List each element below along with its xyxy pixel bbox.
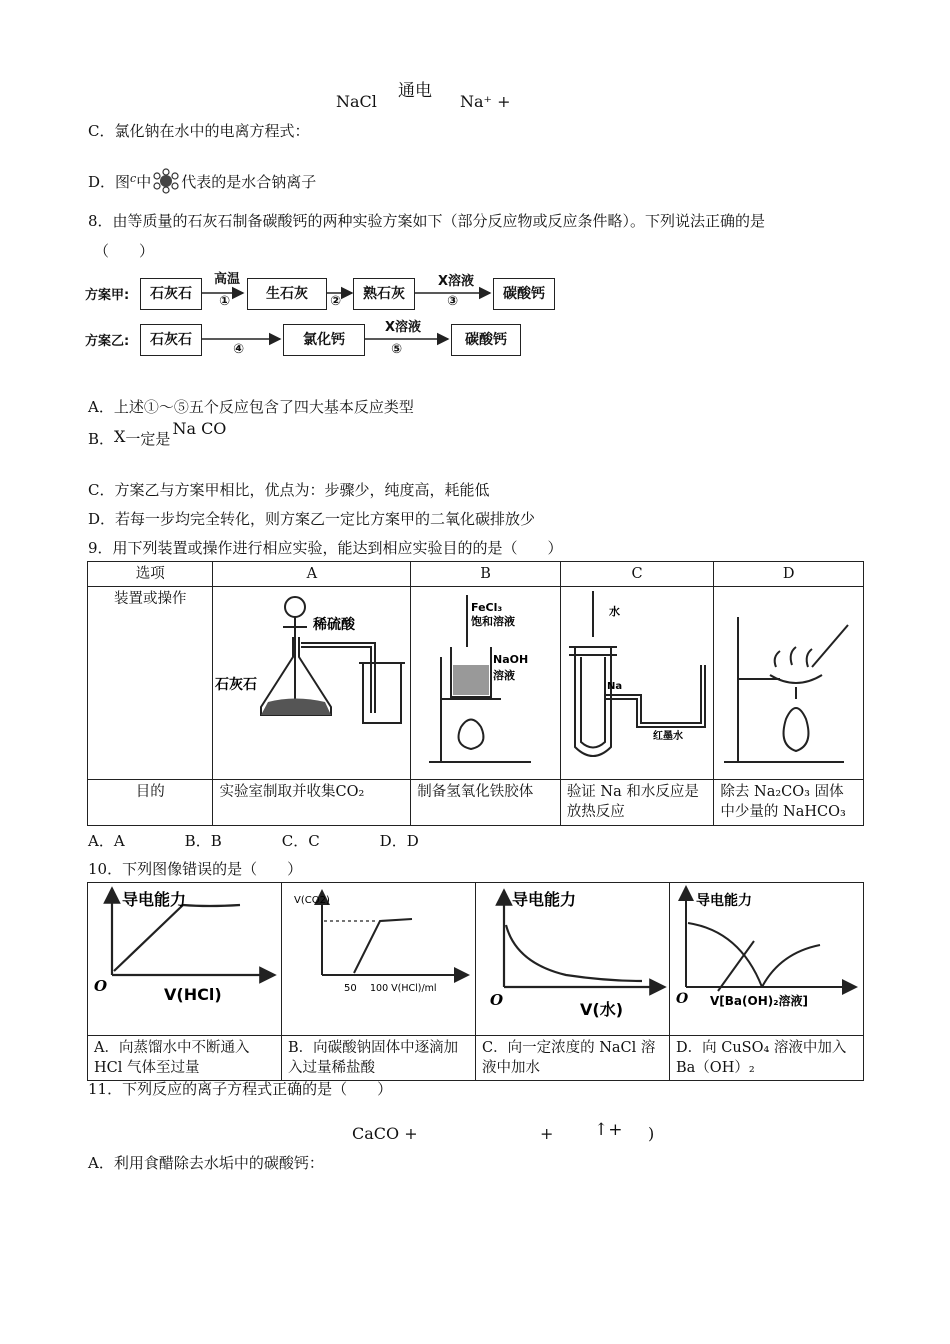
plan-b-label: 方案乙: (85, 334, 130, 349)
g2-ylabel: V(CO2) (294, 895, 330, 906)
electrolysis-label: 通电 (398, 81, 432, 101)
label-solution: 溶液 (493, 669, 516, 682)
q7-d-post: 代表的是水合钠离子 (181, 173, 317, 191)
colloid-diagram (411, 587, 559, 773)
label-naoh: NaOH (493, 653, 529, 666)
box-quicklime: 生石灰 (247, 278, 327, 310)
box-chloride: 氯化钙 (283, 324, 365, 356)
graph-b (282, 883, 474, 1029)
q8-blank: （ ） (94, 242, 155, 260)
g4-xlabel: V[Ba(OH)₂溶液] (710, 994, 808, 1008)
q9-header-b: B (411, 562, 561, 587)
q9-options: A．A B．B C．C D．D (88, 832, 419, 850)
q9-apparatus-b (411, 587, 561, 780)
step-2: ② (330, 294, 342, 309)
q9-row-apparatus-label: 装置或操作 (88, 587, 213, 780)
q9-apparatus-d (714, 587, 864, 780)
q8-b-mid: 一定是 (125, 430, 171, 448)
q9-row-purpose-label: 目的 (88, 780, 213, 826)
q8-option-c: C．方案乙与方案甲相比，优点为：步骤少，纯度高，耗能低 (88, 481, 490, 499)
box-limestone-b: 石灰石 (140, 324, 202, 356)
q8-b-pre: B． (88, 430, 115, 448)
q11-eq-paren: ) (648, 1124, 655, 1143)
q7-option-d (88, 168, 316, 194)
q11-stem: 11．下列反应的离子方程式正确的是（ ） (88, 1080, 393, 1098)
q10-graph-c (476, 883, 670, 1036)
g4-ylabel: 导电能力 (696, 893, 752, 909)
step-5: ⑤ (391, 342, 403, 357)
g2-xlabel: 100 V(HCl)/ml (370, 983, 437, 994)
q8-option-b (88, 419, 227, 449)
q7-d-mid: 中 (136, 173, 152, 191)
q9-purpose-a: 实验室制取并收集CO₂ (213, 780, 411, 826)
q9-purpose-d: 除去 Na₂CO₃ 固体中少量的 NaHCO₃ (714, 780, 864, 826)
q8-option-a: A．上述①～⑤五个反应包含了四大基本反应类型 (88, 398, 414, 416)
q9-header-option: 选项 (88, 562, 213, 587)
q8-b-formula: Na CO (172, 419, 227, 438)
q8-option-d: D．若每一步均完全转化，则方案乙一定比方案甲的二氧化碳排放少 (88, 510, 536, 528)
box-limestone-a: 石灰石 (140, 278, 202, 310)
g1-ylabel: 导电能力 (122, 890, 187, 909)
q9-purpose-c: 验证 Na 和水反应是放热反应 (560, 780, 714, 826)
g1-origin: O (94, 977, 108, 995)
box-slaked-lime: 熟石灰 (353, 278, 415, 310)
step-4: ④ (233, 342, 245, 357)
q10-caption-c: C．向一定浓度的 NaCl 溶液中加水 (476, 1036, 670, 1081)
q10-table (87, 882, 864, 1081)
label-fecl3: FeCl₃ (471, 601, 503, 614)
graph-a (88, 883, 280, 1029)
q11-eq-up: ↑+ (594, 1120, 623, 1140)
label-limestone: 石灰石 (215, 677, 258, 693)
step-1: ① (219, 294, 231, 309)
q9-header-d: D (714, 562, 864, 587)
label-na: Na (606, 681, 622, 692)
label-red-ink: 红墨水 (652, 731, 683, 742)
q7-d-pre: D．图 (88, 173, 131, 191)
q8-stem: 8．由等质量的石灰石制备碳酸钙的两种实验方案如下（部分反应物或反应条件略）。下列说法正确的是 (88, 212, 766, 230)
q10-graph-b (282, 883, 476, 1036)
q9-stem: 9．用下列装置或操作进行相应实验，能达到相应实验目的的是（ ） (88, 539, 563, 557)
na-water-diagram (561, 587, 713, 773)
g2-tick-50: 50 (344, 983, 357, 994)
q11-eq-caco: CaCO + (352, 1124, 418, 1143)
q10-caption-d: D．向 CuSO₄ 溶液中加入 Ba（OH）₂ (670, 1036, 864, 1081)
co2-generator-diagram (213, 587, 409, 773)
g1-xlabel: V(HCl) (164, 985, 222, 1004)
graph-d (670, 883, 862, 1029)
q10-caption-a: A．向蒸馏水中不断通入 HCl 气体至过量 (88, 1036, 282, 1081)
q9-apparatus-c (560, 587, 714, 780)
q9-table (87, 561, 864, 826)
box-carbonate-b: 碳酸钙 (451, 324, 521, 356)
heating-diagram (714, 587, 862, 773)
q10-graph-d (670, 883, 864, 1036)
hydrated-ion-icon (151, 168, 181, 194)
g4-origin: O (676, 991, 689, 1007)
label-sulfuric-acid: 稀硫酸 (313, 617, 356, 633)
q11-eq-plus: + (540, 1124, 554, 1143)
na-plus: Na⁺ + (460, 92, 511, 111)
q10-graph-a (88, 883, 282, 1036)
g3-ylabel: 导电能力 (512, 890, 577, 909)
g3-xlabel: V(水) (580, 1000, 624, 1019)
q9-header-c: C (560, 562, 714, 587)
q11-option-a: A．利用食醋除去水垢中的碳酸钙： (88, 1154, 324, 1172)
q7-d-c: c (130, 172, 137, 185)
label-saturated: 饱和溶液 (471, 615, 516, 628)
graph-c (476, 883, 668, 1029)
q10-caption-b: B．向碳酸钠固体中逐滴加入过量稀盐酸 (282, 1036, 476, 1081)
cond-x-b: X溶液 (385, 320, 422, 335)
q10-stem: 10．下列图像错误的是（ ） (88, 860, 303, 878)
g3-origin: O (490, 991, 504, 1009)
plan-a-label: 方案甲: (85, 288, 130, 303)
box-carbonate-a: 碳酸钙 (493, 278, 555, 310)
cond-x-a: X溶液 (438, 274, 475, 289)
q7-option-c: C．氯化钠在水中的电离方程式： (88, 122, 310, 140)
q9-apparatus-a (213, 587, 411, 780)
q8-b-x: X (114, 427, 126, 446)
q9-purpose-b: 制备氢氧化铁胶体 (411, 780, 561, 826)
step-3: ③ (447, 294, 459, 309)
nacl-formula: NaCl (336, 92, 377, 111)
cond-high-temp: 高温 (214, 272, 241, 287)
q9-header-a: A (213, 562, 411, 587)
label-water: 水 (608, 605, 620, 618)
q8-scheme (85, 262, 565, 362)
